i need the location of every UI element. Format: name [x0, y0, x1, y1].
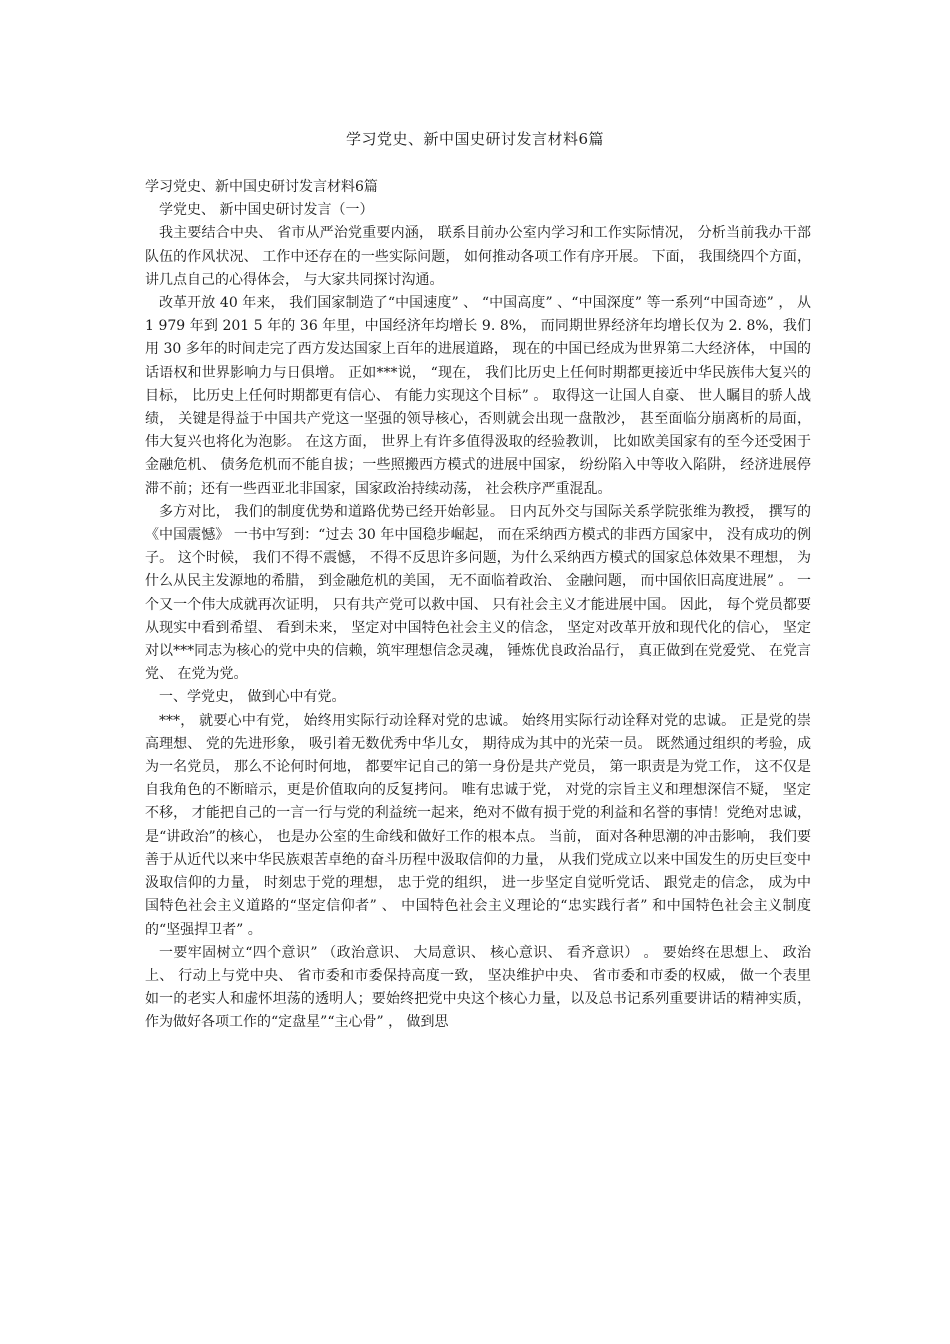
section-subtitle: 学党史、 新中国史研讨发言（一） [159, 202, 374, 219]
body-heading: 学习党史、新中国史研讨发言材料6篇 [145, 179, 378, 195]
paragraph: 我主要结合中央、 省市从严治党重要内涵， 联系目前办公室内学习和工作实际情况， 分析当前我办干部队伍的作风状况、 工作中还存在的一些实际问题， 如何推动各项工作有序开展。 下面， 我围绕四个方面， 讲几点自己的心得体会， 与大家共同探讨沟通。 [145, 225, 811, 288]
paragraph: 改革开放 40 年来， 我们国家制造了“中国速度” 、 “中国高度” 、“中国深度” 等一系列“中国奇迹” ， 从 1 979 年到 201 5 年的 36 年里，中国经济年均增长 9. 8%， 而同期世界经济年均增长仅为 2. 8%，我们用 30 多年的时间走完了西方发达国家上百年的进展道路， 现在的中国已经成为世界第二大经济体， 中国的话语权和世界影响力与日俱增。 正如***说， “现在， 我们比历史上任何时期都更接近中华民族伟大复兴的目标， 比历史上任何时期都更有信心、 有能力实现这个目标” 。 取得这一让国人自豪、 世人瞩目的骄人战绩， 关键是得益于中国共产党这一坚强的领导核心，否则就会出现一盘散沙， 甚至面临分崩离析的局面， 伟大复兴也将化为泡影。 在这方面， 世界上有许多值得汲取的经验教训， 比如欧美国家有的至今还受困于金融危机、 债务危机而不能自拔；一些照搬西方模式的进展中国家， 纷纷陷入中等收入陷阱， 经济进展停滞不前；还有一些西亚北非国家，国家政治持续动荡， 社会秩序严重混乱。 [145, 295, 811, 497]
page-title: 学习党史、新中国史研讨发言材料6篇 [345, 130, 605, 148]
paragraph: 多方对比， 我们的制度优势和道路优势已经开始彰显。 日内瓦外交与国际关系学院张维为教授， 撰写的《中国震憾》 一书中写到：“过去 30 年中国稳步崛起， 而在采纳西方模式的非西方国家中， 没有成功的例子。 这个时候， 我们不得不震憾， 不得不反思许多问题，为什么采纳西方模式的国家总体效果不理想， 为什么从民主发源地的希腊， 到金融危机的美国， 无不面临着政治、 金融问题， 而中国依旧高度进展” 。 一个又一个伟大成就再次证明， 只有共产党可以救中国、 只有社会主义才能进展中国。 因此， 每个党员都要从现实中看到希望、 看到未来， 坚定对中国特色社会主义的信念， 坚定对改革开放和现代化的信心， 坚定对以***同志为核心的党中央的信赖，筑牢理想信念灵魂， 锤炼优良政治品行， 真正做到在党爱党、 在党言党、 在党为党。 [145, 503, 811, 683]
paragraph: ***， 就要心中有党， 始终用实际行动诠释对党的忠诚。 始终用实际行动诠释对党的忠诚。 正是党的崇高理想、 党的先进形象， 吸引着无数优秀中华儿女， 期待成为其中的光荣一员。 既然通过组织的考验，成为一名党员， 那么不论何时何地， 都要牢记自己的第一身份是共产党员， 第一职责是为党工作， 这不仅是自我角色的不断暗示，更是价值取向的反复拷问。 唯有忠诚于党， 对党的宗旨主义和理想深信不疑， 坚定不移， 才能把自己的一言一行与党的利益统一起来，绝对不做有损于党的利益和名誉的事情！党绝对忠诚， 是“讲政治”的核心， 也是办公室的生命线和做好工作的根本点。 当前， 面对各种思潮的冲击影响， 我们要善于从近代以来中华民族艰苦卓绝的奋斗历程中汲取信仰的力量， 从我们党成立以来中国发生的历史巨变中汲取信仰的力量， 时刻忠于党的理想， 忠于党的组织， 进一步坚定自觉听党话、 跟党走的信念， 成为中国特色社会主义道路的“坚定信仰者” 、 中国特色社会主义理论的“忠实践行者” 和中国特色社会主义制度的“坚强捍卫者” 。 [145, 712, 811, 938]
paragraph: 一要牢固树立“四个意识” （政治意识、 大局意识、 核心意识、 看齐意识） 。 要始终在思想上、 政治上、 行动上与党中央、 省市委和市委保持高度一致， 坚决维护中央、 省市委和市委的权威， 做一个表里如一的老实人和虚怀坦荡的透明人；要始终把党中央这个核心力量，以及总书记系列重要讲话的精神实质， 作为做好各项工作的“定盘星”“主心骨” ， 做到思 [145, 944, 811, 1031]
document-body [145, 176, 811, 1035]
section-heading: 一、学党史， 做到心中有党。 [159, 689, 346, 706]
